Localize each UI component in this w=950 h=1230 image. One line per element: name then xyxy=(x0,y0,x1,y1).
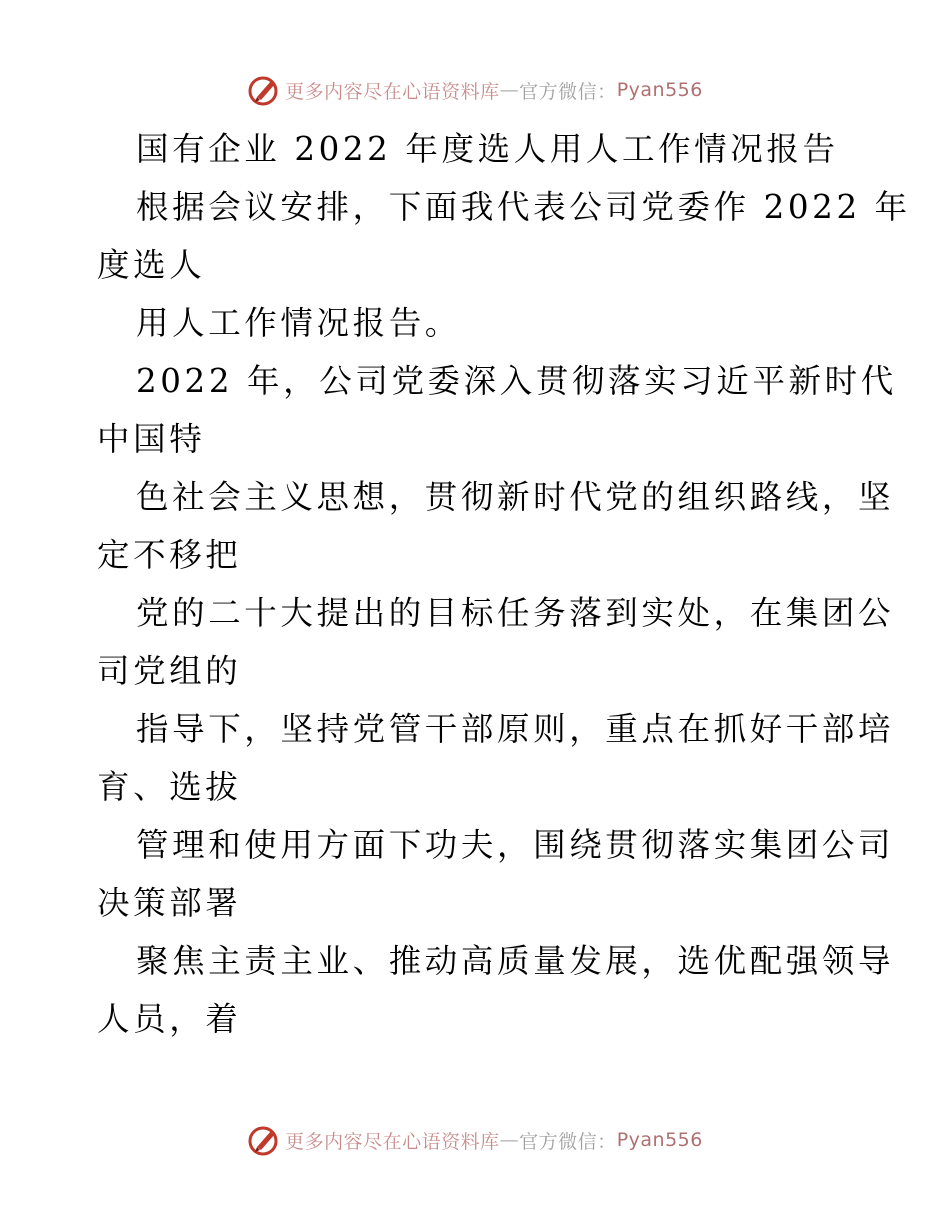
footer-watermark xyxy=(0,1123,950,1157)
paragraph-line: 中国特 xyxy=(97,420,206,458)
paragraph-line: 人员，着 xyxy=(97,1000,242,1038)
paragraph-line: 聚焦主责主业、推动高质量发展，选优配强领导 xyxy=(136,942,895,980)
paragraph-line: 用人工作情况报告。 xyxy=(136,304,461,342)
watermark-main-text: 更多内容尽在心语资料库 xyxy=(285,80,500,103)
document-body xyxy=(97,120,911,1048)
pen-logo-icon xyxy=(247,1123,281,1157)
paragraph-line: 党的二十大提出的目标任务落到实处，在集团公 xyxy=(136,594,895,632)
paragraph-line: 定不移把 xyxy=(97,536,242,574)
pen-logo-icon xyxy=(247,73,281,107)
watermark-main-text: 更多内容尽在心语资料库 xyxy=(285,1130,500,1153)
paragraph-line: 度选人 xyxy=(97,246,206,284)
watermark-wechat-id: Pyan556 xyxy=(616,1129,703,1151)
paragraph-line: 根据会议安排，下面我代表公司党委作 2022 年 xyxy=(136,188,911,226)
paragraph-line: 决策部署 xyxy=(97,884,242,922)
paragraph-line: 色社会主义思想，贯彻新时代党的组织路线，坚 xyxy=(136,478,895,516)
paragraph-line: 2022 年，公司党委深入贯彻落实习近平新时代 xyxy=(136,362,897,400)
paragraph-line: 指导下，坚持党管干部原则，重点在抓好干部培 xyxy=(136,710,895,748)
watermark-dash: — xyxy=(499,79,520,101)
watermark-wechat-label: 官方微信： xyxy=(519,80,617,103)
document-title: 国有企业 2022 年度选人用人工作情况报告 xyxy=(136,130,839,168)
header-watermark xyxy=(0,73,950,107)
watermark-wechat-id: Pyan556 xyxy=(616,79,703,101)
paragraph-line: 管理和使用方面下功夫，围绕贯彻落实集团公司 xyxy=(136,826,895,864)
paragraph-line: 司党组的 xyxy=(97,652,242,690)
watermark-dash: — xyxy=(499,1129,520,1151)
paragraph-line: 育、选拔 xyxy=(97,768,242,806)
watermark-wechat-label: 官方微信： xyxy=(519,1130,617,1153)
